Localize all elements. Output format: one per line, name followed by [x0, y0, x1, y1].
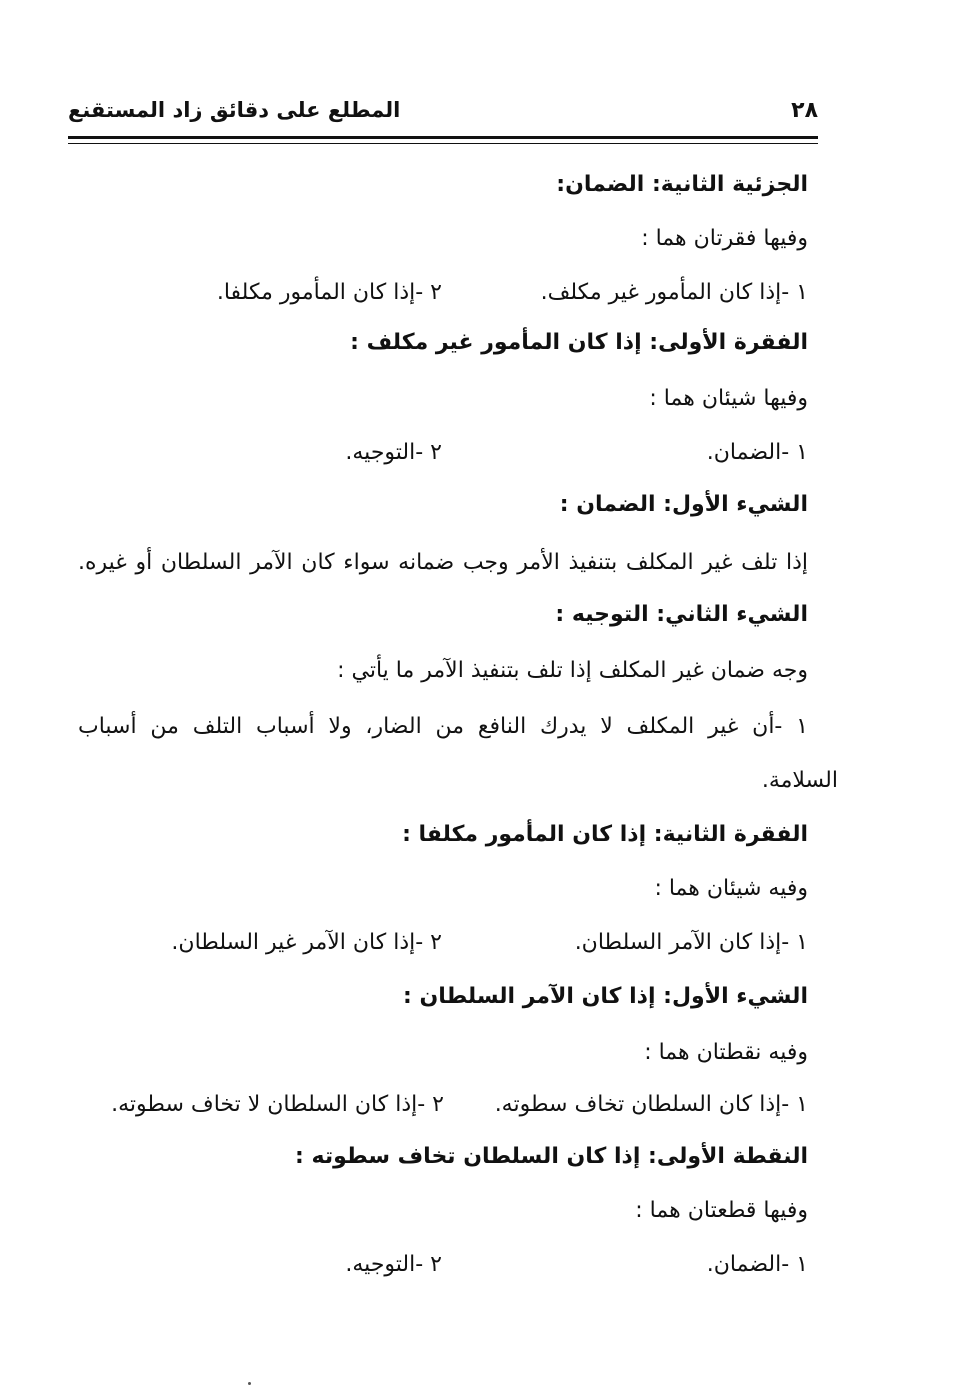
running-title: المطلع على دقائق زاد المستقنع — [68, 98, 401, 122]
paragraph: إذا تلف غير المكلف بتنفيذ الأمر وجب ضمانه سواء كان الآمر السلطان أو غيره. — [78, 550, 808, 575]
list-item: ٢ -إذا كان المأمور مكلفا. — [216, 280, 442, 305]
list-item: ٢ -إذا كان السلطان لا تخاف سطوته. — [111, 1092, 444, 1117]
paragraph-continuation: السلامة. — [761, 768, 838, 793]
point-heading: النقطة الأولى: إذا كان السلطان تخاف سطوته : — [295, 1144, 808, 1169]
subsection-heading: الفقرة الأولى: إذا كان المأمور غير مكلف : — [350, 330, 808, 355]
list-item: ١ -الضمان. — [706, 440, 808, 465]
list-item: ٢ -التوجيه. — [345, 1252, 442, 1277]
header-rule-thin — [68, 143, 818, 144]
scan-speck — [248, 1382, 251, 1385]
list-item: ٢ -التوجيه. — [345, 440, 442, 465]
section-heading: الجزئية الثانية: الضمان: — [556, 172, 808, 197]
subsection-heading: الفقرة الثانية: إذا كان المأمور مكلفا : — [402, 822, 808, 847]
paragraph: وفيه شيئان هما : — [654, 876, 808, 901]
point-heading: الشيء الأول: الضمان : — [559, 492, 808, 517]
header-rule-thick — [68, 136, 818, 139]
list-item: ١ -إذا كان الآمر السلطان. — [574, 930, 808, 955]
paragraph: ١ -أن غير المكلف لا يدرك النافع من الضار، ولا أسباب التلف من أسباب — [78, 714, 808, 739]
page-header — [68, 96, 818, 126]
paragraph: وفيها قطعتان هما : — [635, 1198, 808, 1223]
list-item: ١ -الضمان. — [706, 1252, 808, 1277]
point-heading: الشيء الثاني: التوجيه : — [555, 602, 808, 627]
point-heading: الشيء الأول: إذا كان الآمر السلطان : — [402, 984, 808, 1009]
paragraph: وجه ضمان غير المكلف إذا تلف بتنفيذ الآمر ما يأتي : — [337, 658, 808, 683]
list-item: ١ -إذا كان السلطان تخاف سطوته. — [494, 1092, 808, 1117]
page-number: ٢٨ — [791, 98, 818, 123]
paragraph: وفيها فقرتان هما : — [641, 226, 808, 251]
paragraph: وفيها شيئان هما : — [649, 386, 808, 411]
paragraph: وفيه نقطتان هما : — [644, 1040, 808, 1065]
list-item: ٢ -إذا كان الآمر غير السلطان. — [171, 930, 442, 955]
list-item: ١ -إذا كان المأمور غير مكلف. — [540, 280, 808, 305]
